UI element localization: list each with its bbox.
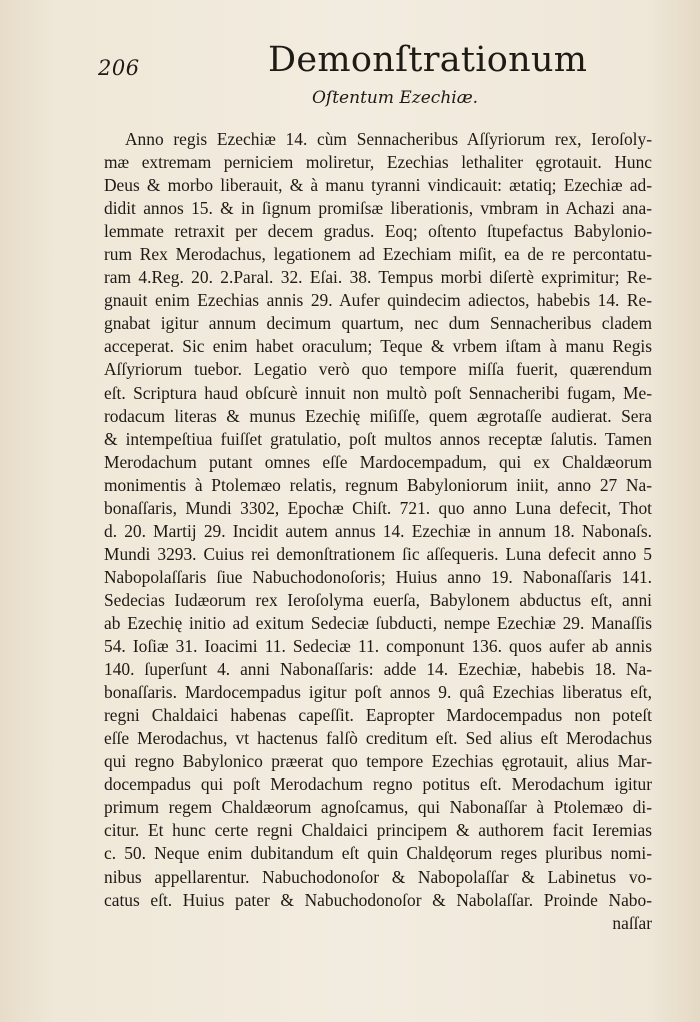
- text-line: monimentis à Ptolemæo relatis, regnum Babyloniorum iniit, anno 27 Na-: [104, 474, 652, 495]
- text-line: Sedecias Iudæorum rex Ieroſolyma euerſa, Babylonem abductus eſt, anni: [104, 589, 652, 610]
- text-line: didit annos 15. & in ſignum promiſsæ liberationis, vmbram in Achazi ana-: [104, 198, 652, 219]
- text-line: rum Rex Merodachus, legationem ad Ezechiam miſit, ea de re percontatu-: [104, 244, 652, 265]
- text-line: 54. Ioſiæ 31. Ioacimi 11. Sedeciæ 11. componunt 136. quos aufer ab annis: [104, 636, 652, 657]
- text-line: ab Ezechię initio ad exitum Sedeciæ ſubducti, nempe Ezechiæ 29. Manaſſis: [104, 612, 652, 633]
- text-line: bonaſſaris, Mundi 3302, Epochæ Chiſt. 721. quo anno Luna defecit, Thot: [104, 497, 652, 518]
- body-text: [104, 128, 652, 935]
- text-line: docempadus qui poſt Merodachum regno potitus eſt. Merodachum igitur: [104, 774, 652, 795]
- text-line: eſt. Scriptura haud obſcurè innuit non multò poſt Sennacheribi fugam, Me-: [104, 382, 652, 403]
- text-line: gnabat igitur annum decimum quartum, nec dum Sennacheribus cladem: [104, 313, 652, 334]
- text-line: Nabopolaſſaris ſiue Nabuchodonoſoris; Huius anno 19. Nabonaſſaris 141.: [104, 566, 652, 587]
- running-header-title: Demonſtrationum: [268, 40, 588, 80]
- text-line: regni Chaldaici habenas capeſſit. Eapropter Mardocempadus non poteſt: [104, 705, 652, 726]
- text-line: Mundi 3293. Cuius rei demonſtrationem ſic aſſequeris. Luna defecit anno 5: [104, 543, 652, 564]
- text-line: Merodachum putant omnes eſſe Mardocempadum, qui ex Chaldæorum: [104, 451, 652, 472]
- text-line: catus eſt. Huius pater & Nabuchodonoſor & Nabolaſſar. Proinde Nabo-: [104, 889, 652, 910]
- catchword: naſſar: [612, 912, 652, 933]
- text-line: Aſſyriorum tuebor. Legatio verò quo tempore miſſa fuerit, quærendum: [104, 359, 652, 380]
- text-line: primum regem Chaldæorum agnoſcamus, qui Nabonaſſar à Ptolemæo di-: [104, 797, 652, 818]
- text-line: mæ extremam perniciem moliretur, Ezechias lethaliter ęgrotauit. Hunc: [104, 152, 652, 173]
- text-line: Deus & morbo liberauit, & à manu tyranni vindicauit: ætatiq; Ezechiæ ad-: [104, 175, 652, 196]
- text-line: nibus appellarentur. Nabuchodonoſor & Nabopolaſſar & Labinetus vo-: [104, 866, 652, 887]
- text-line: eſſe Merodachus, vt hactenus falſò creditum eſt. Sed alius eſt Merodachus: [104, 728, 652, 749]
- text-line: qui regno Babylonico præerat quo tempore Ezechias ęgrotauit, alius Mar-: [104, 751, 652, 772]
- text-line: c. 50. Neque enim dubitandum eſt quin Chaldęorum reges pluribus nomi-: [104, 843, 652, 864]
- section-subtitle: Oſtentum Ezechiæ.: [312, 88, 479, 108]
- text-line: Anno regis Ezechiæ 14. cùm Sennacheribus Aſſyriorum rex, Ieroſoly-: [125, 129, 652, 149]
- text-line: & intempeſtiua fuiſſet gratulatio, poſt multos annos receptæ ſalutis. Tamen: [104, 428, 652, 449]
- text-line: gnauit enim Ezechias annis 29. Aufer quindecim adiectos, habebis 14. Re-: [104, 290, 652, 311]
- text-line: rodacum literas & munus Ezechię miſiſſe, quem ægrotaſſe audierat. Sera: [104, 405, 652, 426]
- text-line: lemmate retraxit per decem gradus. Eoq; oſtento ſtupefactus Babylonio-: [104, 221, 652, 242]
- text-line: ram 4.Reg. 20. 2.Paral. 32. Eſai. 38. Tempus morbi diſertè exprimitur; Re-: [104, 267, 652, 288]
- text-line: d. 20. Martij 29. Incidit autem annus 14. Ezechiæ in annum 18. Nabonaſs.: [104, 520, 652, 541]
- text-line: 140. ſuperſunt 4. anni Nabonaſſaris: adde 14. Ezechiæ, habebis 18. Na-: [104, 659, 652, 680]
- page-number: 206: [98, 56, 140, 80]
- text-line: citur. Et hunc certe regni Chaldaici principem & authorem facit Ieremias: [104, 820, 652, 841]
- text-line: bonaſſaris. Mardocempadus igitur poſt annos 9. quâ Ezechias liberatus eſt,: [104, 682, 652, 703]
- text-line: acceperat. Sic enim habet oraculum; Teque & vrbem iſtam à manu Regis: [104, 336, 652, 357]
